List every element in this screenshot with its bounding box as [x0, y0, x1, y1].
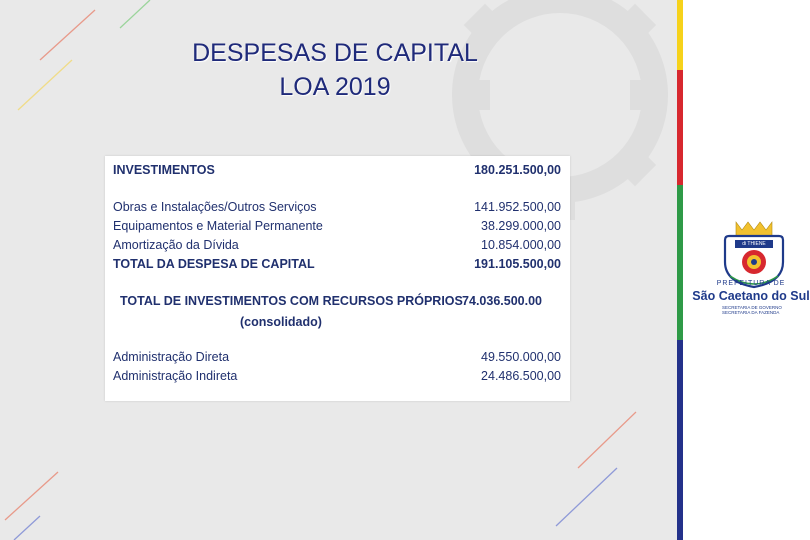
logo-secretaria-fazenda: SECRETARIA DA FAZENDA — [722, 310, 780, 315]
logo-city-name: São Caetano do Sul — [692, 289, 810, 303]
table-row-total — [113, 255, 561, 274]
row-label: Administração Indireta — [113, 369, 238, 383]
row-value: 191.105.500,00 — [474, 257, 561, 271]
deco-line-red — [578, 412, 636, 468]
stripe-yellow — [677, 0, 683, 70]
row-value: 74.036.500.00 — [462, 294, 542, 308]
title-line-1: DESPESAS DE CAPITAL — [192, 39, 478, 67]
logo-prefeitura-de: PREFEITURA DE — [716, 280, 786, 287]
stripe-green — [677, 185, 683, 340]
capital-expenses-table — [105, 156, 570, 401]
logo-secretaria-governo: SECRETARIA DE GOVERNO — [722, 305, 782, 310]
consolidado-note: (consolidado) — [240, 315, 322, 329]
table-row — [113, 348, 561, 367]
deco-line-red — [5, 472, 58, 520]
logo-banner-text: di THIENE — [742, 241, 766, 247]
deco-line-blue — [14, 516, 40, 540]
deco-line-green — [120, 0, 150, 28]
title-line-2: LOA 2019 — [279, 73, 391, 101]
row-value: 141.952.500,00 — [474, 200, 561, 214]
stripe-blue — [677, 340, 683, 540]
prefeitura-logo — [692, 216, 810, 316]
table-row-recursos-proprios — [113, 292, 561, 311]
table-row-investimentos — [113, 161, 561, 180]
row-value: 10.854.000,00 — [481, 238, 561, 252]
table-row — [113, 217, 561, 236]
row-label: Obras e Instalações/Outros Serviços — [113, 200, 317, 214]
row-label: TOTAL DA DESPESA DE CAPITAL — [113, 257, 315, 271]
deco-line-red — [40, 10, 95, 60]
table-row — [113, 198, 561, 217]
table-row — [113, 236, 561, 255]
table-row — [113, 367, 561, 386]
row-label: INVESTIMENTOS — [113, 163, 215, 177]
row-value: 49.550.000,00 — [481, 350, 561, 364]
row-value: 24.486.500,00 — [481, 369, 561, 383]
row-label: TOTAL DE INVESTIMENTOS COM RECURSOS PRÓPRIOS — [120, 294, 463, 308]
row-label: Administração Direta — [113, 350, 230, 364]
slide-title — [150, 36, 520, 104]
row-value: 38.299.000,00 — [481, 219, 561, 233]
row-value: 180.251.500,00 — [474, 163, 561, 177]
stripe-red — [677, 70, 683, 185]
row-label: Equipamentos e Material Permanente — [113, 219, 323, 233]
deco-line-blue — [556, 468, 617, 526]
deco-line-yellow — [18, 60, 72, 110]
row-label: Amortização da Dívida — [113, 238, 239, 252]
